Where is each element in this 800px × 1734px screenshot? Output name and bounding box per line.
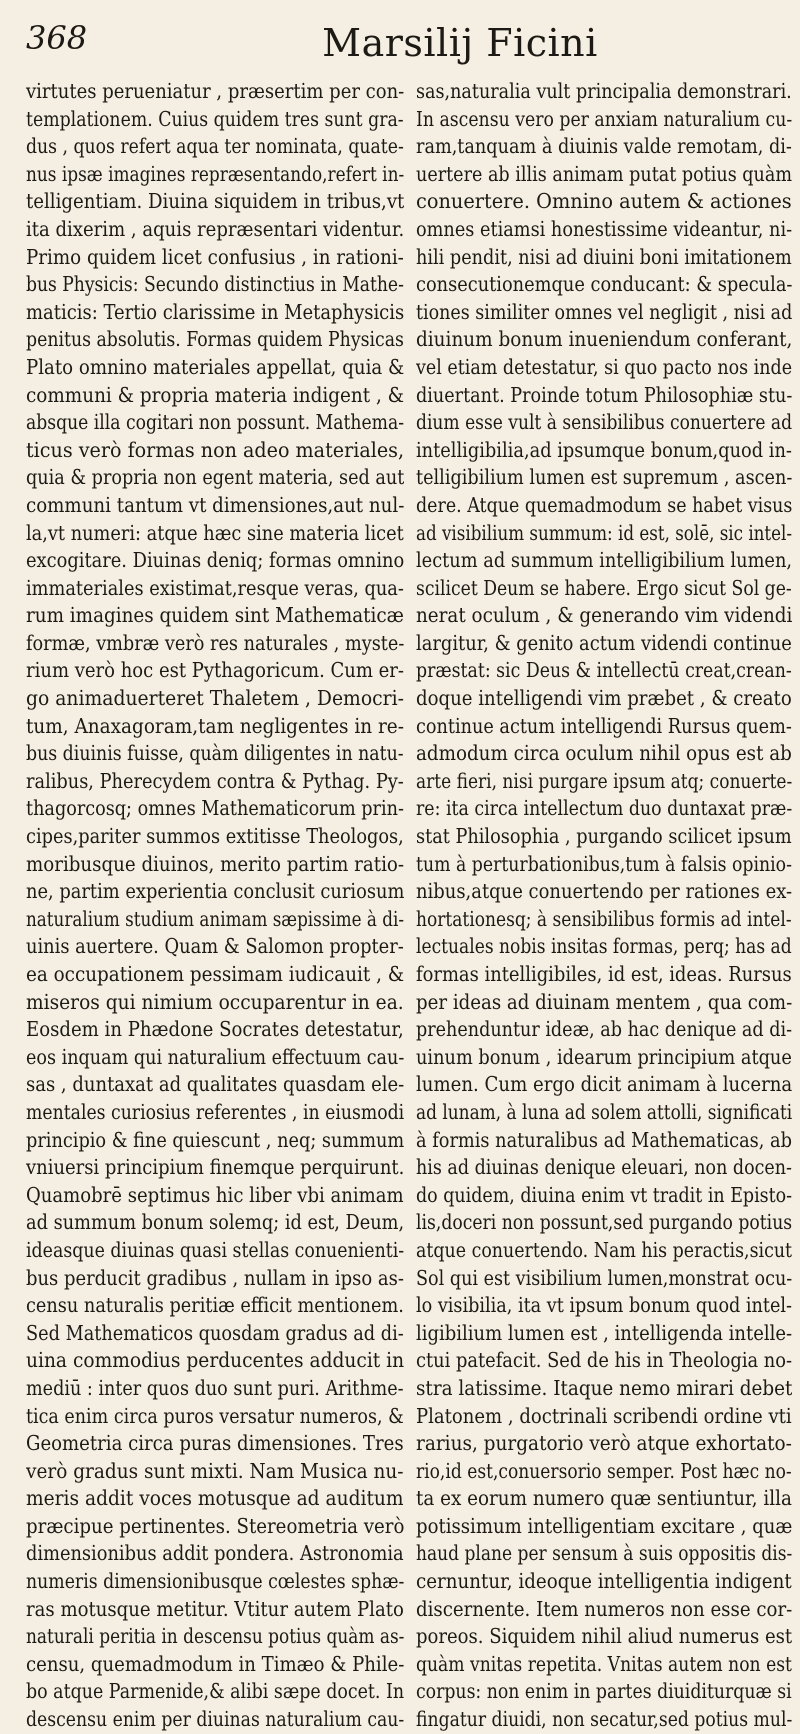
text-line: tiones similiter omnes vel negligit , nisi ad bbox=[416, 299, 792, 324]
text-line: rarius, purgatorio verò atque exhortato- bbox=[416, 1431, 792, 1456]
text-line: uinum bonum , idearum principium atque bbox=[416, 1044, 792, 1069]
text-line: ita dixerim , aquis repræsentari videntur. bbox=[26, 216, 404, 241]
text-line: his ad diuinas denique eleuari, non docen- bbox=[416, 1155, 792, 1180]
text-line: bus Physicis: Secundo distinctius in Mathe- bbox=[26, 272, 404, 297]
text-line: nus ipsæ imagines repræsentando,refert in- bbox=[26, 161, 404, 186]
text-line: censu, quemadmodum in Timæo & Phile- bbox=[26, 1651, 404, 1676]
text-line: telligentiam. Diuina siquidem in tribus,vt bbox=[26, 189, 404, 214]
text-line: thagorcosq; omnes Mathematicorum prin- bbox=[26, 796, 404, 821]
text-line: Quamobrē septimus hic liber vbi animam bbox=[26, 1182, 404, 1207]
text-line: ctui patefacit. Sed de his in Theologia no- bbox=[416, 1348, 792, 1373]
text-line: templationem. Cuius quidem tres sunt gra- bbox=[26, 106, 404, 131]
text-line: ras motusque metitur. Vtitur autem Plato bbox=[26, 1596, 404, 1621]
text-line: mentales curiosius referentes , in eiusmodi bbox=[26, 1099, 404, 1124]
text-line: stat Philosophia , purgando scilicet ipsum bbox=[416, 824, 792, 849]
text-line: numeris dimensionibusque cœlestes sphæ- bbox=[26, 1569, 404, 1594]
text-line: tum à perturbationibus,tum à falsis opinio- bbox=[416, 851, 792, 876]
text-line: hortationesq; à sensibilibus formis ad intel- bbox=[416, 906, 792, 931]
text-line: Primo quidem licet confusius , in rationi- bbox=[26, 244, 404, 269]
text-line: do quidem, diuina enim vt tradit in Episto- bbox=[416, 1182, 792, 1207]
text-line: formas intelligibiles, id est, ideas. Rursus bbox=[416, 962, 792, 986]
text-line: immateriales existimat,resque veras, qua- bbox=[26, 575, 404, 600]
text-line: omnes etiamsi honestissime videantur, ni- bbox=[416, 216, 792, 241]
text-line: conuertere. Omnino autem & actiones bbox=[416, 189, 792, 214]
text-line: prehenduntur ideæ, ab hac denique ad di- bbox=[416, 1017, 792, 1042]
text-line: bus diuinis fuisse, quàm diligentes in natu- bbox=[26, 741, 404, 766]
text-line: præcipue pertinentes. Stereometria verò bbox=[26, 1513, 404, 1538]
text-line: atque conuertendo. Nam his peractis,sicut bbox=[416, 1237, 792, 1262]
text-line: miseros qui nimium occuparentur in ea. bbox=[26, 989, 404, 1014]
text-line: corpus: non enim in partes diuiditurquæ si bbox=[416, 1679, 792, 1704]
text-line: dere. Atque quemadmodum se habet visus bbox=[416, 492, 792, 517]
page-number: 368 bbox=[26, 19, 88, 57]
text-line: excogitare. Diuinas deniq; formas omnino bbox=[26, 548, 404, 573]
text-line: Plato omnino materiales appellat, quia & bbox=[26, 354, 404, 379]
running-head: Marsilij Ficini bbox=[322, 21, 598, 65]
text-line: dium esse vult à sensibilibus conuertere ad bbox=[416, 410, 792, 435]
text-line: quia & propria non egent materia, sed aut bbox=[26, 465, 404, 490]
text-line: uertere ab illis animam putat potius quàm bbox=[416, 161, 792, 186]
text-line: lectuales nobis insitas formas, perq; has ad bbox=[416, 934, 792, 959]
text-line: præstat: sic Deus & intellectū creat,crean- bbox=[416, 658, 792, 683]
text-line: diuinum bonum inueniendum conferant, bbox=[416, 327, 792, 352]
text-line: ticus verò formas non adeo materiales, bbox=[26, 437, 404, 462]
text-line: doque intelligendi vim præbet , & creato bbox=[416, 686, 792, 711]
text-line: eos inquam qui naturalium effectuum cau- bbox=[26, 1044, 404, 1069]
text-line: ta ex eorum numero quæ sentiuntur, illa bbox=[416, 1486, 792, 1511]
text-line: virtutes perueniatur , præsertim per con- bbox=[26, 79, 404, 103]
text-line: naturalium studium animam sæpissime à di- bbox=[26, 906, 404, 931]
text-line: cipes,pariter summos extitisse Theologos, bbox=[26, 824, 404, 849]
text-line: consecutionemque conducant: & specula- bbox=[416, 272, 792, 297]
text-line: tica enim circa puros versatur numeros, & bbox=[26, 1403, 404, 1428]
text-line: ralibus, Pherecydem contra & Pythag. Py- bbox=[26, 768, 404, 793]
text-line: ad visibilium summum: id est, solē, sic intel- bbox=[416, 520, 792, 545]
text-line: potissimum intelligentiam excitare , quæ bbox=[416, 1513, 792, 1538]
text-line: lectum ad summum intelligibilium lumen, bbox=[416, 548, 792, 573]
text-line: tum, Anaxagoram,tam negligentes in re- bbox=[26, 713, 404, 738]
text-line: dus , quos refert aqua ter nominata, quate- bbox=[26, 134, 404, 159]
text-line: go animaduerteret Thaletem , Democri- bbox=[26, 686, 404, 711]
text-line: mediū : inter quos duo sunt puri. Arithme- bbox=[26, 1375, 404, 1400]
text-line: dimensionibus addit pondera. Astronomia bbox=[26, 1541, 404, 1566]
text-line: arte fieri, nisi purgare ipsum atq; conuerte- bbox=[416, 768, 792, 793]
text-line: Geometria circa puras dimensiones. Tres bbox=[26, 1431, 404, 1456]
text-line: Platonem , doctrinali scribendi ordine vti bbox=[416, 1403, 792, 1428]
text-line: uinis auertere. Quam & Salomon propter- bbox=[26, 934, 404, 959]
text-line: formæ, vmbræ verò res naturales , myste- bbox=[26, 630, 404, 655]
text-line: moribusque diuinos, merito partim ratio- bbox=[26, 851, 404, 876]
text-line: Sed Mathematicos quosdam gradus ad di- bbox=[26, 1320, 404, 1345]
text-line: lo visibilia, ita vt ipsum bonum quod intel- bbox=[416, 1293, 792, 1318]
text-line: censu naturalis peritiæ efficit mentionem. bbox=[26, 1293, 404, 1318]
text-line: largitur, & genito actum videndi continue bbox=[416, 630, 792, 655]
text-line: diuertant. Proinde totum Philosophiæ stu- bbox=[416, 382, 792, 407]
text-line: In ascensu vero per anxiam naturalium cu- bbox=[416, 106, 792, 131]
text-line: descensu enim per diuinas naturalium cau- bbox=[26, 1707, 404, 1732]
text-line: ne, partim experientia conclusit curiosum bbox=[26, 879, 404, 904]
text-line: telligibilium lumen est supremum , ascen- bbox=[416, 465, 792, 490]
text-line: intelligibilia,ad ipsumque bonum,quod in- bbox=[416, 437, 792, 462]
text-line: vniuersi principium finemque perquirunt. bbox=[26, 1155, 404, 1180]
text-line: la,vt numeri: atque hæc sine materia licet bbox=[26, 520, 404, 545]
text-line: discernente. Item numeros non esse cor- bbox=[416, 1596, 792, 1621]
text-line: absque illa cogitari non possunt. Mathema- bbox=[26, 410, 404, 435]
right-text-column bbox=[416, 78, 792, 1734]
text-line: rium verò hoc est Pythagoricum. Cum er- bbox=[26, 658, 404, 683]
text-line: re: ita circa intellectum duo duntaxat præ- bbox=[416, 796, 792, 821]
text-line: poreos. Siquidem nihil aliud numerus est bbox=[416, 1624, 792, 1649]
text-line: ad summum bonum solemq; id est, Deum, bbox=[26, 1210, 404, 1235]
left-text-column bbox=[26, 78, 404, 1734]
text-line: vel etiam detestatur, si quo pacto nos inde bbox=[416, 354, 792, 379]
text-line: rum imagines quidem sint Mathematicæ bbox=[26, 603, 404, 628]
text-line: bus perducit gradibus , nullam in ipso as- bbox=[26, 1265, 404, 1290]
text-line: continue actum intelligendi Rursus quem- bbox=[416, 713, 792, 738]
text-line: uina commodius perducentes adducit in bbox=[26, 1348, 404, 1373]
text-line: per ideas ad diuinam mentem , qua com- bbox=[416, 989, 792, 1014]
text-line: sas , duntaxat ad qualitates quasdam ele- bbox=[26, 1072, 404, 1097]
text-line: à formis naturalibus ad Mathematicas, ab bbox=[416, 1127, 792, 1152]
text-line: ligibilium lumen est , intelligenda intelle- bbox=[416, 1320, 792, 1345]
text-line: hili pendit, nisi ad diuini boni imitationem bbox=[416, 244, 792, 269]
text-line: nerat oculum , & generando vim videndi bbox=[416, 603, 792, 628]
text-line: bo atque Parmenide,& alibi sæpe docet. In bbox=[26, 1679, 404, 1704]
text-line: maticis: Tertio clarissime in Metaphysicis bbox=[26, 299, 404, 324]
text-line: ea occupationem pessimam iudicauit , & bbox=[26, 962, 404, 986]
text-line: communi & propria materia indigent , & bbox=[26, 382, 404, 407]
text-line: ideasque diuinas quasi stellas conuenienti- bbox=[26, 1237, 404, 1262]
text-line: principio & fine quiescunt , neq; summum bbox=[26, 1127, 404, 1152]
text-line: ad lunam, à luna ad solem attolli, significati bbox=[416, 1099, 792, 1124]
text-line: fingatur diuidi, non secatur,sed potius mul- bbox=[416, 1707, 792, 1732]
text-line: sas,naturalia vult principalia demonstrari. bbox=[416, 79, 792, 103]
text-line: quàm vnitas repetita. Vnitas autem non est bbox=[416, 1651, 792, 1676]
text-line: Eosdem in Phædone Socrates detestatur, bbox=[26, 1017, 404, 1042]
text-line: stra latissime. Itaque nemo mirari debet bbox=[416, 1375, 792, 1400]
text-line: verò gradus sunt mixti. Nam Musica nu- bbox=[26, 1458, 404, 1483]
text-line: penitus absolutis. Formas quidem Physicas bbox=[26, 327, 404, 352]
text-line: lumen. Cum ergo dicit animam à lucerna bbox=[416, 1072, 792, 1097]
text-line: haud plane per sensum à suis oppositis dis- bbox=[416, 1541, 792, 1566]
text-line: lis,doceri non possunt,sed purgando potius bbox=[416, 1210, 792, 1235]
text-line: cernuntur, ideoque intelligentia indigent bbox=[416, 1569, 792, 1594]
text-line: meris addit voces motusque ad auditum bbox=[26, 1486, 404, 1511]
text-line: rio,id est,conuersorio semper. Post hæc no- bbox=[416, 1458, 792, 1483]
text-line: naturali peritia in descensu potius quàm as- bbox=[26, 1624, 404, 1649]
text-line: nibus,atque conuertendo per rationes ex- bbox=[416, 879, 792, 904]
text-line: communi tantum vt dimensiones,aut nul- bbox=[26, 492, 404, 517]
text-line: scilicet Deum se habere. Ergo sicut Sol ge- bbox=[416, 575, 792, 600]
text-line: Sol qui est visibilium lumen,monstrat ocu- bbox=[416, 1265, 792, 1290]
text-line: admodum circa oculum nihil opus est ab bbox=[416, 741, 792, 766]
text-line: ram,tanquam à diuinis valde remotam, di- bbox=[416, 134, 792, 159]
